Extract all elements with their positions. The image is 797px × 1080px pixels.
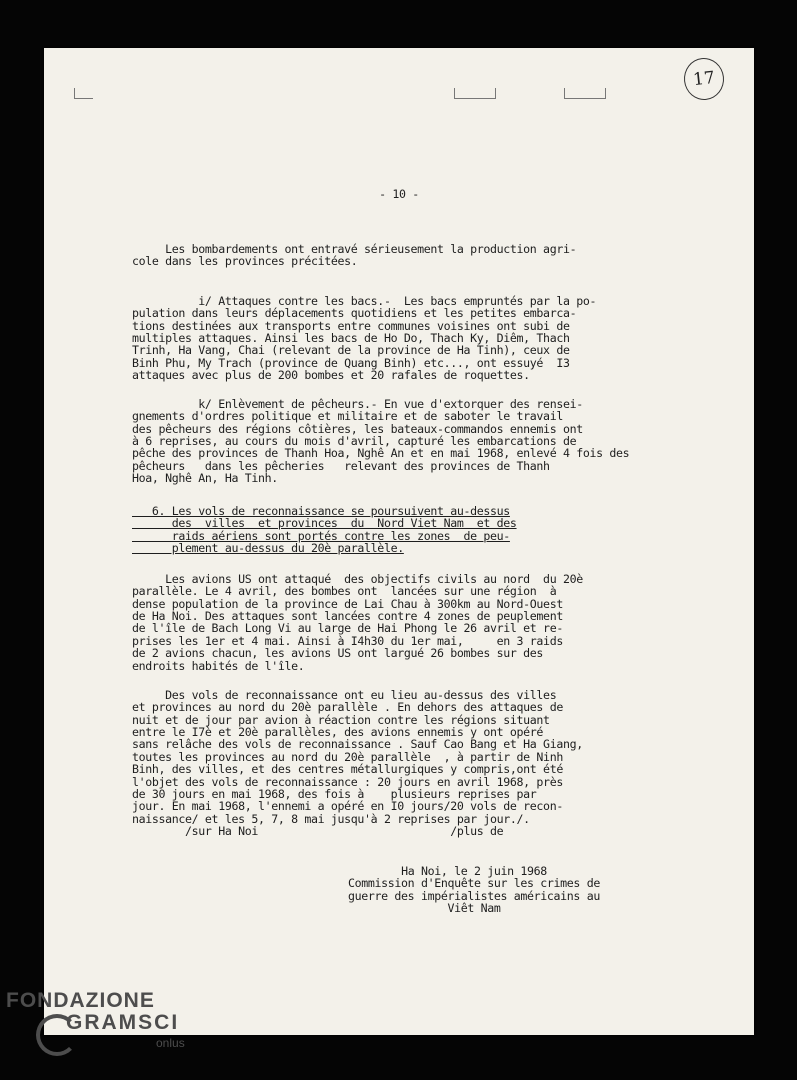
paragraph-vols: Des vols de reconnaissance ont eu lieu au-dessus des villes et provinces au nord du 20è parallèle . En dehors des attaques de nuit et de jour par avion à réaction contre les régions situant entre le I7è et 20è parallèles, des avions ennemis y ont opéré sans relâche des vols de reconnaissance . Sauf Cao Bang et Ha Giang, toutes les provinces au nord du 20è parallèle , à partir de Ninh Binh, des villes, et des centres métallurgiques y compris,ont été l'objet des vols de reconnaissance : 20 jours en avril 1968, près de 30 jours en mai 1968, des fois à plusieurs reprises par jour. En mai 1968, l'ennemi a opéré en I0 jours/20 vols de recon- naissance/ et les 5, 7, 8 mai jusqu'à 2 reprises par jour./. /sur Ha Noi /plus de (132, 687, 583, 839)
document-page (44, 48, 754, 1035)
paragraph-pecheurs: k/ Enlèvement de pêcheurs.- En vue d'extorquer des rensei- gnements d'ordres politique et militaire et de saboter le travail des pêcheurs des régions côtières, les bateaux-commandos ennemis ont à 6 reprises, au cours du mois d'avril, capturé les embarcations de pêche des provinces de Thanh Hoa, Nghê An et en mai 1968, enlevé 4 fois des pêcheurs dans les pêcheries relevant des provinces de Thanh Hoa, Nghê An, Ha Tinh. (132, 396, 630, 486)
paragraph-intro: Les bombardements ont entravé sérieusement la production agri- cole dans les provinces précitées. (132, 241, 577, 269)
punch-mark (454, 88, 496, 99)
punch-mark (74, 88, 93, 99)
section-6-heading: 6. Les vols de reconnaissance se poursuivent au-dessus des villes et provinces du Nord Viet Nam et des raids aériens sont portés contre les zones de peu- plement au-dessus du 20è parallèle. (132, 503, 517, 556)
punch-mark (564, 88, 606, 99)
logo-ring-icon (36, 1014, 78, 1056)
watermark-logo: FONDAZIONE GRAMSCI onlus (6, 990, 179, 1034)
page-header: - 10 - (379, 187, 419, 201)
page-number-annotation: 17 (682, 56, 726, 102)
paragraph-bacs: i/ Attaques contre les bacs.- Les bacs empruntés par la po- pulation dans leurs déplacements quotidiens et les petites embarca- tions destinées aux transports entre communes voisines ont subi de multiples attaques. Ainsi les bacs de Ho Do, Thach Ky, Diêm, Thach Trinh, Ha Vang, Chai (relevant de la province de Ha Tinh), ceux de Binh Phu, My Trach (province de Quang Binh) etc..., ont essuyé I3 attaques avec plus de 200 bombes et 20 rafales de roquettes. (132, 293, 597, 383)
paragraph-avions: Les avions US ont attaqué des objectifs civils au nord du 20è parallèle. Le 4 avril, des bombes ont lancées sur une région à dense population de la province de Lai Chau à 300km au Nord-Ouest de Ha Noi. Des attaques sont lancées contre 4 zones de peuplement de l'île de Bach Long Vi au large de Hai Phong le 26 avril et re- prises les 1er et 4 mai. Ainsi à I4h30 du 1er mai, en 3 raids de 2 avions chacun, les avions US ont largué 26 bombes sur des endroits habités de l'île. (132, 571, 583, 673)
signature-block: Ha Noi, le 2 juin 1968 Commission d'Enquête sur les crimes de guerre des impérialistes américains au Viêt Nam (348, 863, 600, 916)
